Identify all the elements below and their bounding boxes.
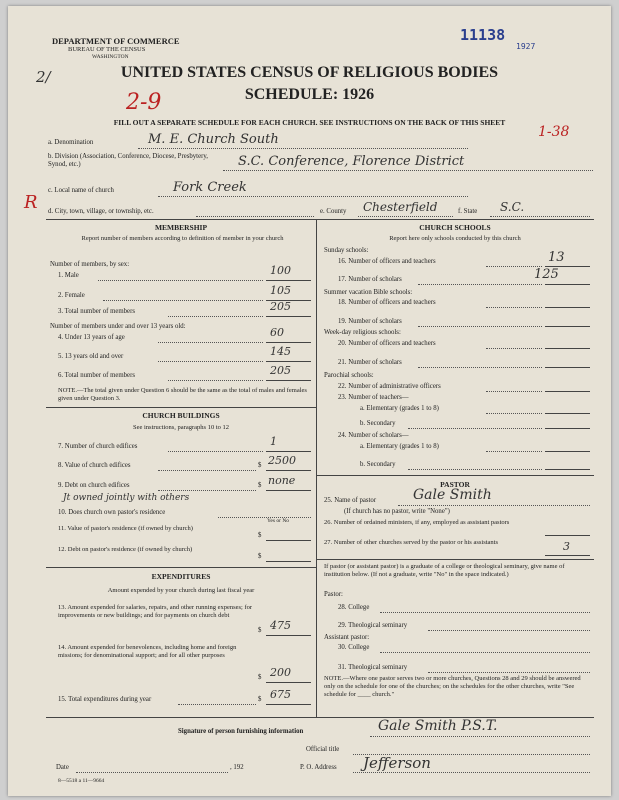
yes-no-hint: Yes or No (267, 518, 290, 524)
division-label: b. Division (Association, Conference, Diocese, Presbytery, Synod, etc.) (48, 153, 209, 168)
total-members-value: 205 (270, 300, 291, 313)
state-label: f. State (458, 208, 478, 215)
received-stamp-year: 1927 (516, 42, 536, 51)
total-members-label: 3. Total number of members (58, 308, 135, 315)
q23b-label: b. Secondary (360, 420, 396, 427)
schools-intro: Report here only schools conducted by this church (389, 235, 521, 242)
census-schedule (8, 6, 611, 796)
age-header: Number of members under and over 13 years old: (50, 323, 186, 330)
dollar-sign-11: $ (258, 532, 262, 539)
pastor-residence-label: 10. Does church own pastor's residence (58, 509, 166, 516)
pastor-title: PASTOR (440, 480, 470, 489)
running-expenses-value: 475 (270, 619, 291, 632)
official-title-label: Official title (306, 746, 340, 753)
q24-label: 24. Number of scholars— (338, 432, 409, 439)
q17-value: 125 (534, 267, 559, 282)
schools-title: CHURCH SCHOOLS (419, 223, 491, 232)
county-value: Chesterfield (363, 200, 438, 214)
under13-value: 60 (270, 326, 284, 339)
male-value: 100 (270, 264, 291, 277)
sunday-label: Sunday schools: (324, 247, 369, 254)
division-value: S.C. Conference, Florence District (238, 154, 465, 169)
denomination-label: a. Denomination (48, 139, 94, 146)
q23-label: 23. Number of teachers— (338, 394, 409, 401)
residence-debt-label: 12. Debt on pastor's residence (if owned by church) (58, 546, 193, 553)
edifice-debt-value: none (268, 474, 296, 487)
bureau-heading: BUREAU OF THE CENSUS (68, 46, 146, 53)
form-subtitle: SCHEDULE: 1926 (244, 86, 375, 103)
weekday-label: Week-day religious schools: (324, 329, 401, 336)
other-churches-label: 27. Number of other churches served by the pastor or his assistants (324, 539, 499, 546)
pastor-name-label: 25. Name of pastor (324, 497, 377, 504)
received-stamp-number: 11138 (460, 26, 506, 44)
buildings-sub: See instructions, paragraphs 10 to 12 (132, 424, 230, 431)
graduate-note: If pastor (or assistant pastor) is a graduate of a college or theological seminary, give name of institution below. (If not a graduate, write "No" in the space indicated.) (324, 563, 565, 578)
assistant-seminary-label: 31. Theological seminary (338, 664, 408, 671)
form-title: UNITED STATES CENSUS OF RELIGIOUS BODIES (120, 64, 499, 81)
q18-label: 18. Number of officers and teachers (338, 299, 436, 306)
benevolences-label: 14. Amount expended for benevolences, including home and foreign missions; for denominational support; and for all other purposes (58, 644, 237, 659)
edifice-value-value: 2500 (268, 454, 296, 467)
city-heading: WASHINGTON (92, 54, 129, 60)
female-label: 2. Female (58, 292, 85, 299)
assistant-pastor-label: Assistant pastor: (324, 634, 370, 641)
other-churches-value: 3 (563, 540, 570, 553)
under13-label: 4. Under 13 years of age (58, 334, 125, 341)
pastor-name-value: Gale Smith (413, 487, 492, 503)
male-label: 1. Male (58, 272, 79, 279)
vacation-label: Summer vacation Bible schools: (324, 289, 413, 296)
dollar-sign-13: $ (258, 627, 262, 634)
po-address-value: Jefferson (363, 754, 431, 772)
pastor-none-hint: (If church has no pastor, write "None") (344, 508, 450, 515)
red-check-mark: R (24, 192, 38, 213)
handwritten-mark-left: 2/ (36, 68, 51, 86)
dollar-sign-8: $ (258, 462, 262, 469)
total-expenditures-value: 675 (270, 688, 291, 701)
total-members-age-label: 6. Total number of members (58, 372, 135, 379)
assistant-college-label: 30. College (338, 644, 370, 651)
q19-label: 19. Number of scholars (338, 318, 402, 325)
form-number: 8—5518 a 11—9664 (58, 778, 105, 784)
handwritten-mark-right: 1-38 (538, 124, 570, 140)
q24a-label: a. Elementary (grades 1 to 8) (360, 443, 439, 450)
running-expenses-label: 13. Amount expended for salaries, repairs, and other running expenses; for improvements or new buildings; and for payments on church debt (58, 604, 253, 619)
state-value: S.C. (500, 200, 525, 214)
q24b-label: b. Secondary (360, 461, 396, 468)
pastor-college-label: 28. College (338, 604, 370, 611)
residence-value-label: 11. Value of pastor's residence (if owned by church) (58, 525, 193, 532)
po-address-label: P. O. Address (300, 764, 337, 771)
department-heading: DEPARTMENT OF COMMERCE (52, 36, 180, 46)
membership-note: NOTE.—The total given under Question 6 should be the same as the total of males and females given under Question 3. (58, 387, 307, 402)
date-label: Date (56, 764, 69, 771)
over13-value: 145 (270, 345, 291, 358)
denomination-value: M. E. Church South (148, 132, 279, 147)
q16-label: 16. Number of officers and teachers (338, 258, 436, 265)
parochial-label: Parochial schools: (324, 372, 374, 379)
assistant-ministers-label: 26. Number of ordained ministers, if any, employed as assistant pastors (324, 519, 510, 526)
fill-instruction: FILL OUT A SEPARATE SCHEDULE FOR EACH CHURCH. SEE INSTRUCTIONS ON THE BACK OF THIS SHEET (113, 118, 506, 127)
signature-value: Gale Smith P.S.T. (378, 718, 498, 734)
total-expenditures-label: 15. Total expenditures during year (58, 696, 152, 703)
handwritten-code: 2-9 (126, 90, 162, 115)
q17-label: 17. Number of scholars (338, 276, 402, 283)
q21-label: 21. Number of scholars (338, 359, 402, 366)
by-sex-label: Number of members, by sex: (50, 261, 130, 268)
q16-value: 13 (548, 250, 565, 265)
pastor-seminary-label: 29. Theological seminary (338, 622, 408, 629)
pastor-sub-label: Pastor: (324, 591, 343, 598)
joint-ownership-note: Jt owned jointly with others (63, 493, 190, 503)
pastor-note: NOTE.—Where one pastor serves two or more churches, Questions 28 and 29 should be answered only on the schedule for one of the churches; on the schedules for the other churches, write "See schedule for ____ church." (324, 675, 581, 698)
dollar-sign-14: $ (258, 674, 262, 681)
buildings-title: CHURCH BUILDINGS (142, 411, 220, 420)
county-label: e. County (320, 208, 347, 215)
local-name-label: c. Local name of church (48, 187, 114, 194)
membership-title: MEMBERSHIP (154, 223, 208, 232)
edifices-label: 7. Number of church edifices (58, 443, 138, 450)
edifices-value: 1 (270, 435, 277, 448)
over13-label: 5. 13 years old and over (58, 353, 124, 360)
edifice-value-label: 8. Value of church edifices (58, 462, 131, 469)
expenditures-title: EXPENDITURES (151, 572, 211, 581)
membership-intro: Report number of members according to definition of member in your church (81, 235, 284, 242)
total-members-age-value: 205 (270, 364, 291, 377)
female-value: 105 (270, 284, 291, 297)
local-name-value: Fork Creek (173, 180, 247, 195)
q22-label: 22. Number of administrative officers (338, 383, 441, 390)
q23a-label: a. Elementary (grades 1 to 8) (360, 405, 439, 412)
edifice-debt-label: 9. Debt on church edifices (58, 482, 130, 489)
dollar-sign-9: $ (258, 482, 262, 489)
benevolences-value: 200 (270, 666, 291, 679)
dollar-sign-12: $ (258, 553, 262, 560)
signature-label: Signature of person furnishing information (178, 728, 304, 735)
city-label: d. City, town, village, or township, etc. (48, 208, 154, 215)
dollar-sign-15: $ (258, 696, 262, 703)
expenditures-sub: Amount expended by your church during last fiscal year (107, 587, 255, 594)
year-label: , 192 (230, 764, 244, 771)
q20-label: 20. Number of officers and teachers (338, 340, 436, 347)
